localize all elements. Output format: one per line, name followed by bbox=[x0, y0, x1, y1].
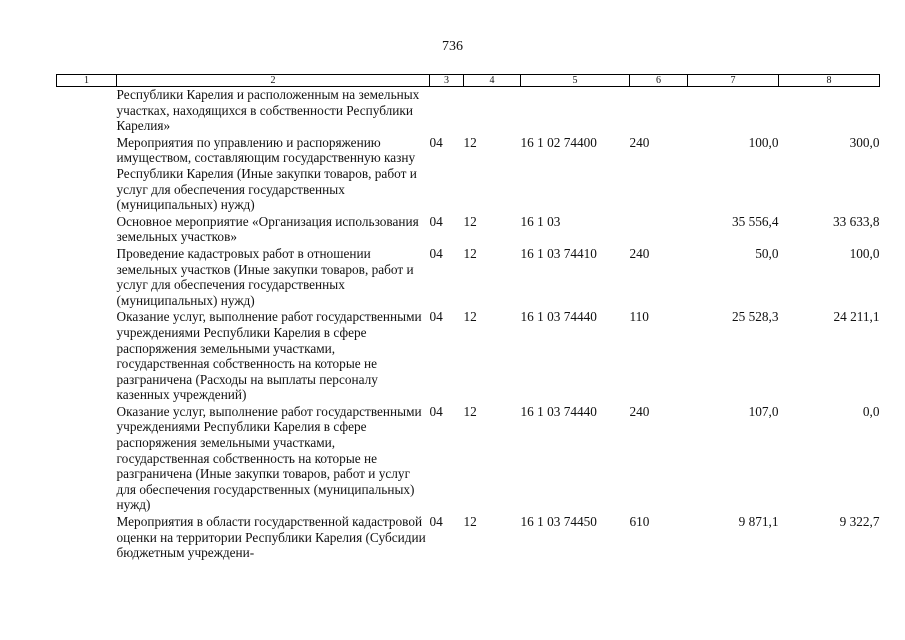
cell-amount-year-2: 300,0 bbox=[849, 134, 880, 150]
cell-subsection bbox=[464, 87, 521, 135]
cell-col-1 bbox=[57, 246, 117, 309]
cell-target-item: 16 1 03 74440 bbox=[520, 309, 597, 325]
cell-col-1 bbox=[57, 87, 117, 135]
cell-section: 04 bbox=[429, 514, 443, 530]
cell-description: Мероприятия по управлению и распоряжению имуществом, составляющим государственную казну Республики Карелия (Иные закупки товаров, работ и услуг для обеспечения государственных (муниципальных) нужд) bbox=[116, 134, 417, 213]
table-row bbox=[57, 135, 880, 214]
cell-target-item: 16 1 03 74450 bbox=[520, 514, 597, 530]
cell-col-1 bbox=[57, 214, 117, 246]
table-row bbox=[57, 404, 880, 514]
cell-description: Мероприятия в области государственной кадастровой оценки на территории Республики Карелия (Субсидии бюджетным учреждени- bbox=[116, 514, 426, 561]
cell-amount-year-1 bbox=[688, 87, 779, 135]
cell-subsection: 12 bbox=[463, 134, 477, 150]
cell-expense-type: 110 bbox=[629, 309, 649, 325]
cell-amount-year-1: 9 871,1 bbox=[738, 514, 779, 530]
cell-section bbox=[430, 87, 464, 135]
page-number: 736 bbox=[442, 39, 463, 54]
cell-description: Проведение кадастровых работ в отношении земельных участков (Иные закупки товаров, работ и услуг для обеспечения государственных (муниципальных) нужд) bbox=[116, 245, 414, 308]
table-row bbox=[57, 309, 880, 404]
cell-target-item: 16 1 03 74440 bbox=[520, 403, 597, 419]
cell-section: 04 bbox=[429, 309, 443, 325]
cell-amount-year-1: 35 556,4 bbox=[731, 213, 779, 229]
cell-expense-type bbox=[630, 214, 688, 246]
header-col-4: 4 bbox=[464, 75, 521, 87]
cell-col-1 bbox=[57, 135, 117, 214]
cell-description: Основное мероприятие «Организация использования земельных участков» bbox=[116, 213, 419, 245]
header-col-5: 5 bbox=[521, 75, 630, 87]
cell-amount-year-2: 24 211,1 bbox=[833, 309, 880, 325]
cell-expense-type: 240 bbox=[629, 245, 650, 261]
header-col-1: 1 bbox=[57, 75, 117, 87]
table-row bbox=[57, 87, 880, 135]
cell-description: Оказание услуг, выполнение работ государственными учреждениями Республики Карелия в сфере распоряжения земельными участками, государственная собственность на которые не разграничена (Иные закупки товаров, работ и услуг для обеспечения государственных (муниципальных) нужд) bbox=[116, 403, 422, 513]
cell-description: Оказание услуг, выполнение работ государственными учреждениями Республики Карелия в сфере распоряжения земельными участками, государственная собственность на которые не разграничена (Расходы на выплаты персоналу казенных учреждений) bbox=[116, 309, 422, 403]
cell-amount-year-2: 33 633,8 bbox=[832, 213, 880, 229]
table-row bbox=[57, 214, 880, 246]
cell-subsection: 12 bbox=[463, 245, 477, 261]
cell-amount-year-2: 100,0 bbox=[849, 245, 880, 261]
cell-col-1 bbox=[57, 309, 117, 404]
header-col-2: 2 bbox=[117, 75, 430, 87]
cell-col-1 bbox=[57, 404, 117, 514]
header-col-3: 3 bbox=[430, 75, 464, 87]
cell-subsection: 12 bbox=[463, 514, 477, 530]
budget-table bbox=[56, 74, 880, 562]
table-row bbox=[57, 514, 880, 562]
cell-expense-type: 610 bbox=[629, 514, 650, 530]
header-col-7: 7 bbox=[688, 75, 779, 87]
cell-amount-year-1: 50,0 bbox=[755, 245, 779, 261]
table-body bbox=[57, 87, 880, 562]
cell-expense-type bbox=[630, 87, 688, 135]
cell-subsection: 12 bbox=[463, 213, 477, 229]
cell-col-1 bbox=[57, 514, 117, 562]
cell-amount-year-2: 9 322,7 bbox=[839, 514, 880, 530]
cell-expense-type: 240 bbox=[629, 403, 650, 419]
cell-target-item bbox=[521, 87, 630, 135]
cell-section: 04 bbox=[429, 134, 443, 150]
cell-target-item: 16 1 03 bbox=[520, 213, 561, 229]
table-row bbox=[57, 246, 880, 309]
cell-expense-type: 240 bbox=[629, 134, 650, 150]
header-row bbox=[57, 75, 880, 87]
cell-description: Республики Карелия и расположенным на земельных участках, находящихся в собственности Республики Карелия» bbox=[116, 87, 420, 134]
cell-amount-year-1: 107,0 bbox=[748, 403, 779, 419]
cell-target-item: 16 1 02 74400 bbox=[520, 134, 597, 150]
cell-section: 04 bbox=[429, 245, 443, 261]
cell-amount-year-1: 100,0 bbox=[748, 134, 779, 150]
cell-section: 04 bbox=[429, 213, 443, 229]
cell-target-item: 16 1 03 74410 bbox=[520, 245, 597, 261]
cell-amount-year-2: 0,0 bbox=[862, 403, 880, 419]
cell-amount-year-1: 25 528,3 bbox=[731, 309, 779, 325]
cell-section: 04 bbox=[429, 403, 443, 419]
cell-subsection: 12 bbox=[463, 309, 477, 325]
cell-subsection: 12 bbox=[463, 403, 477, 419]
header-col-8: 8 bbox=[779, 75, 880, 87]
cell-amount-year-2 bbox=[779, 87, 880, 135]
header-col-6: 6 bbox=[630, 75, 688, 87]
